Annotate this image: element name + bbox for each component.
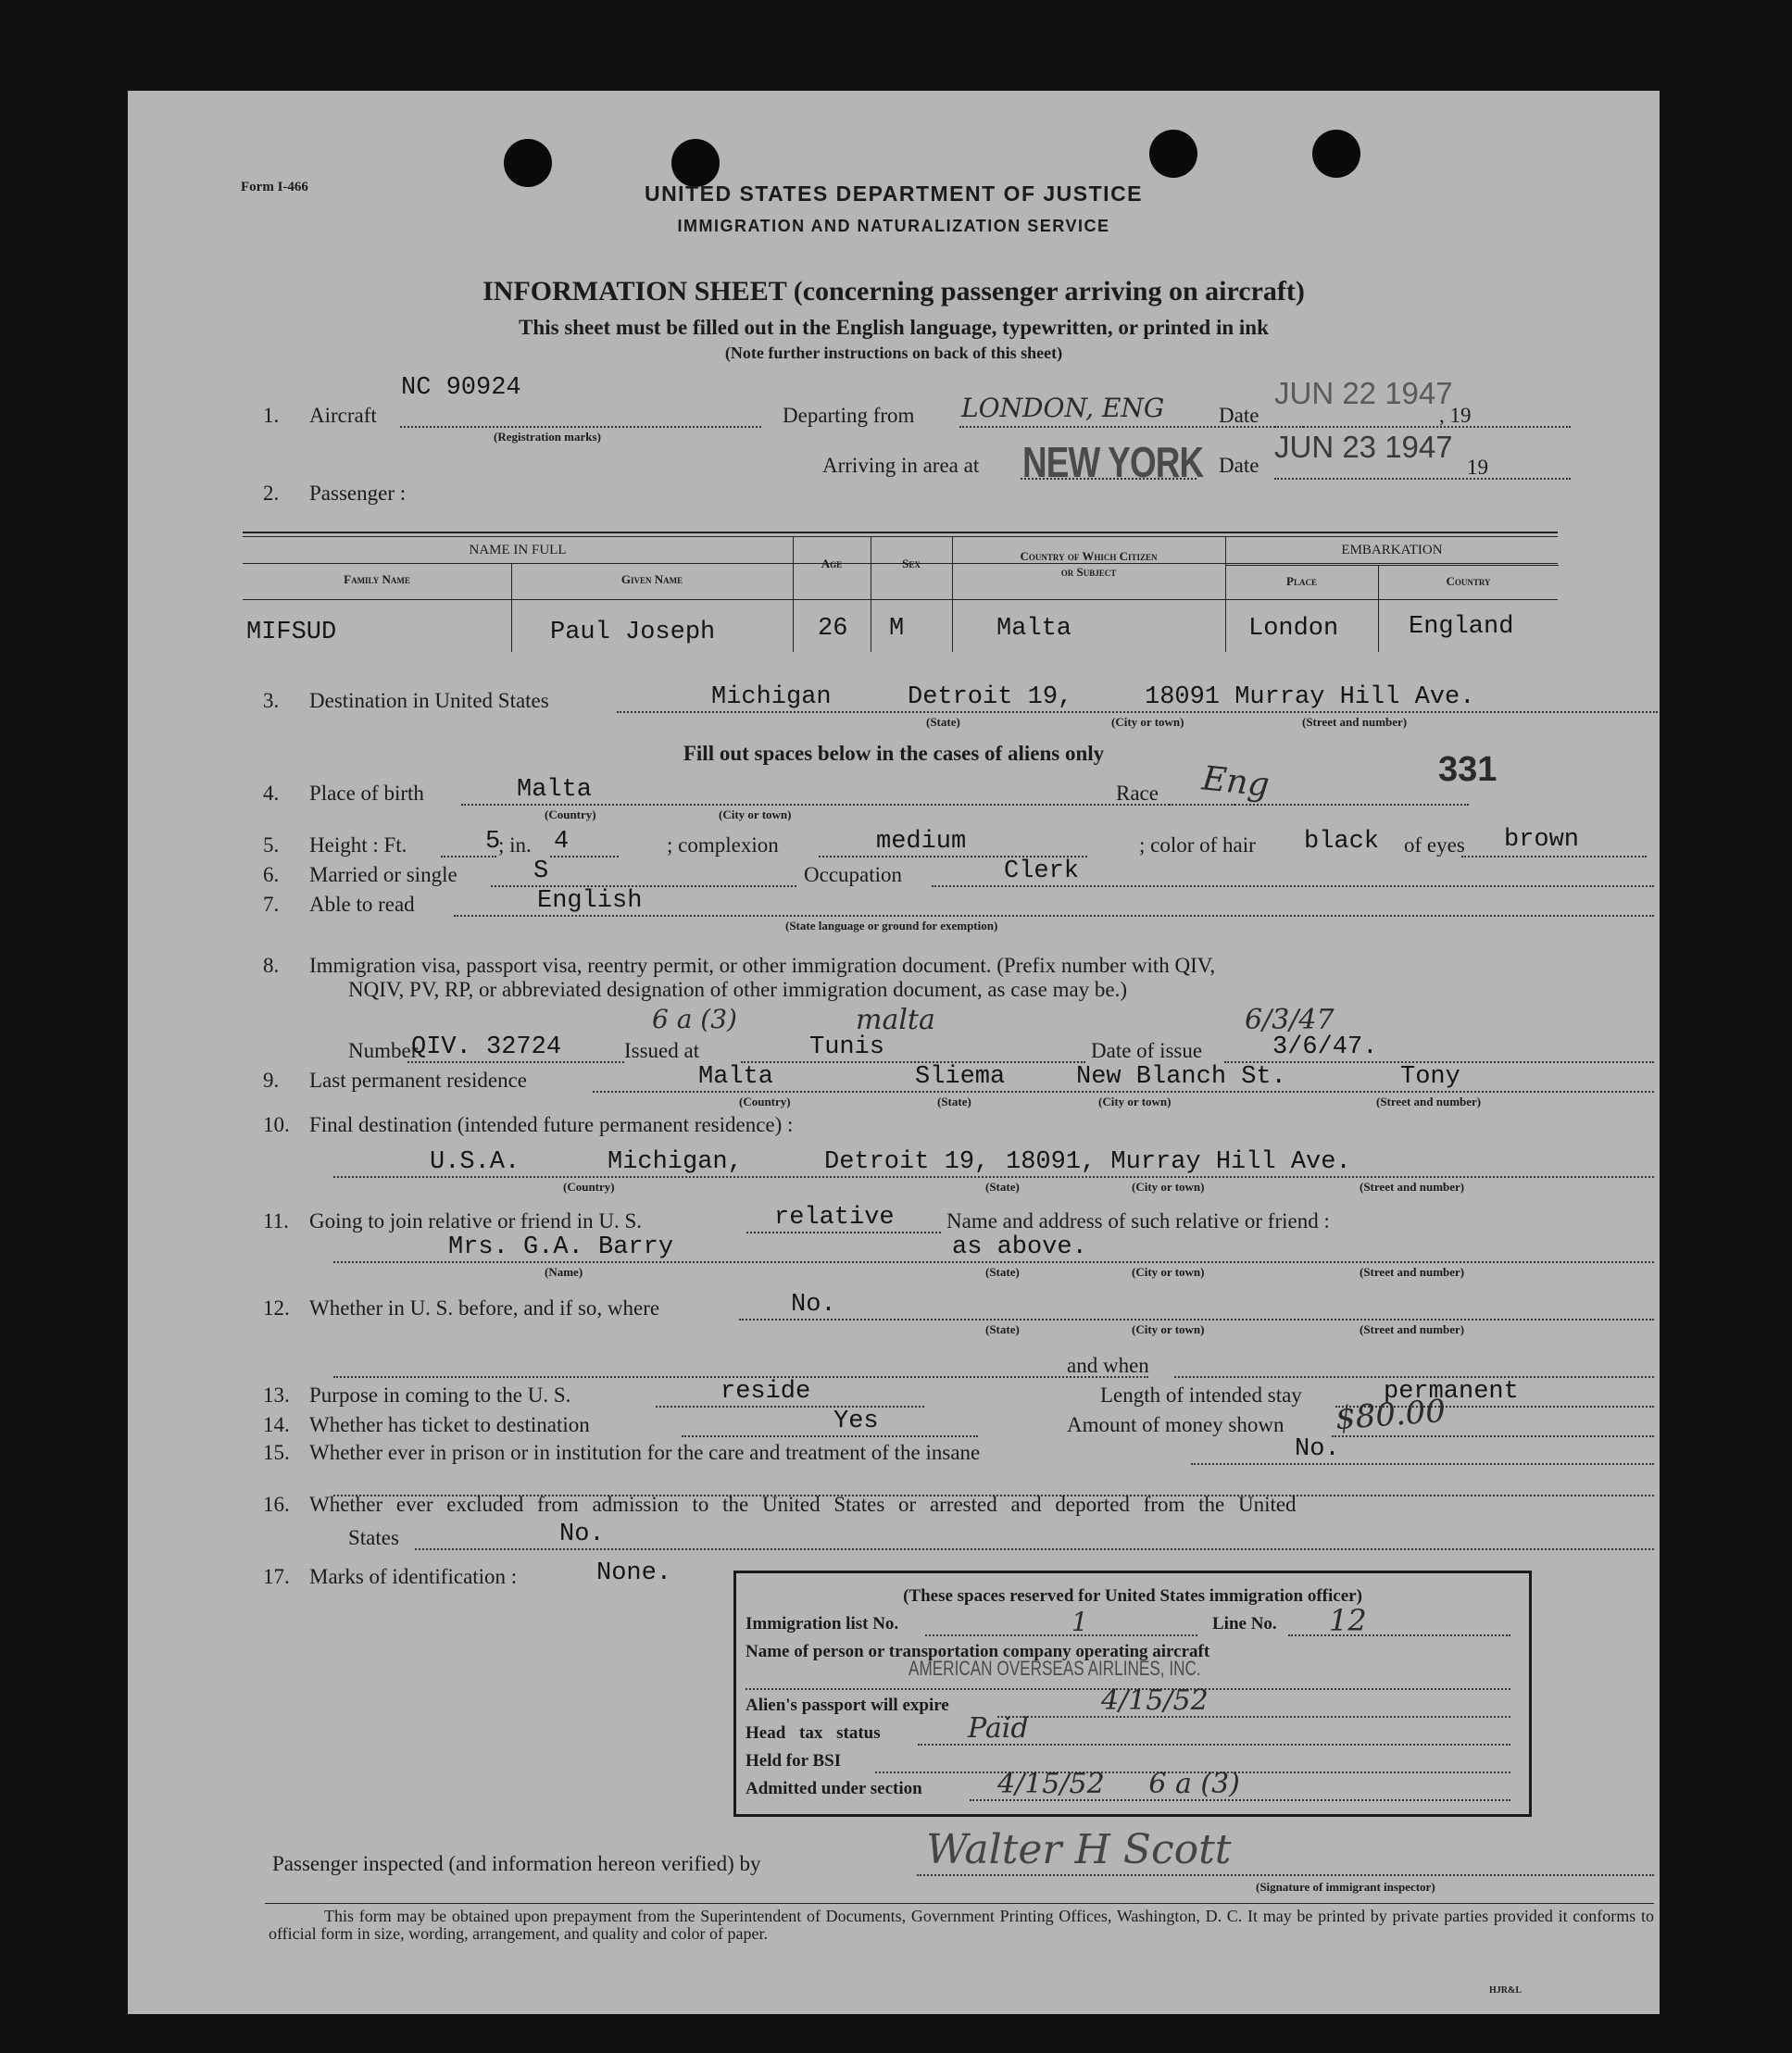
line-no-value: 12 — [1329, 1603, 1367, 1638]
item-number: 5. — [263, 833, 280, 857]
issued-at-value: Tunis — [809, 1033, 885, 1061]
caption-street: (Street and number) — [1376, 1095, 1482, 1108]
join-value: relative — [774, 1204, 895, 1232]
age-value: 26 — [818, 615, 848, 643]
item-number: 17. — [263, 1565, 290, 1588]
date-label: Date — [1219, 454, 1259, 477]
family-name-value: MIFSUD — [246, 619, 337, 646]
date-of-issue-value: 3/6/47. — [1272, 1033, 1378, 1061]
eyes-label: of eyes — [1404, 833, 1465, 857]
before-value: No. — [791, 1291, 836, 1319]
visa-handwritten-date: 6/3/47 — [1245, 1004, 1335, 1036]
stay-value: permanent — [1384, 1378, 1519, 1406]
join-label: Going to join relative or friend in U. S. — [309, 1209, 642, 1233]
ticket-label: Whether has ticket to destination — [309, 1413, 590, 1436]
item-number: 14. — [263, 1413, 290, 1436]
join-address: as above. — [952, 1233, 1087, 1261]
item-number: 12. — [263, 1296, 290, 1320]
race-label: Race — [1116, 782, 1159, 805]
signature-caption: (Signature of immigrant inspector) — [1256, 1880, 1435, 1894]
punch-hole — [671, 139, 720, 187]
caption-state: (State) — [926, 715, 960, 729]
read-label: Able to read — [309, 893, 415, 916]
race-stamp: 331 — [1438, 750, 1498, 789]
header-name-in-full: NAME IN FULL — [469, 543, 567, 557]
departing-from: LONDON, ENG — [961, 393, 1165, 423]
embark-country-value: England — [1409, 613, 1514, 641]
ticket-value: Yes — [833, 1408, 879, 1435]
residence-city: New Blanch St. — [1076, 1063, 1286, 1091]
prison-label: Whether ever in prison or in institution for the care and treatment of the insane — [309, 1441, 981, 1464]
admitted-label: Admitted under section — [746, 1779, 922, 1798]
marks-label: Marks of identification : — [309, 1565, 518, 1588]
final-destination-label: Final destination (intended future permanent residence) : — [309, 1113, 794, 1136]
residence-country: Malta — [698, 1063, 774, 1091]
item-number: 3. — [263, 689, 280, 712]
departure-date-stamp: JUN 22 1947 — [1274, 376, 1453, 410]
page-title: INFORMATION SHEET (concerning passenger arriving on aircraft) — [482, 276, 1305, 307]
destination-label: Destination in United States — [309, 689, 549, 712]
visa-handwritten-section: 6 a (3) — [652, 1004, 737, 1034]
header-family-name: Family Name — [344, 572, 410, 586]
citizen-value: Malta — [996, 615, 1072, 643]
caption-state: (State) — [985, 1265, 1020, 1279]
prison-value: No. — [1295, 1435, 1340, 1463]
complexion-value: medium — [876, 828, 967, 856]
visa-text-line1: Immigration visa, passport visa, reentry permit, or other immigration document. (Prefix number with QIV, — [309, 954, 1216, 977]
complexion-label: ; complexion — [667, 833, 779, 857]
page-subtitle: This sheet must be filled out in the English language, typewritten, or printed in ink — [519, 316, 1269, 339]
footer-text: This form may be obtained upon prepayment from the Superintendent of Documents, Government Printing Offices, Washington, D. C. It may be printed by private parties provided it conforms to official form in size, wording, arrangement, and quality and color of paper. — [269, 1907, 1654, 1943]
immigration-list-label: Immigration list No. — [746, 1614, 899, 1634]
head-tax-value: Paid — [968, 1712, 1029, 1745]
excluded-text-line2: States — [348, 1526, 399, 1549]
date-of-issue-label: Date of issue — [1091, 1039, 1203, 1062]
immigration-list-value: 1 — [1071, 1607, 1088, 1637]
purpose-value: reside — [721, 1378, 811, 1406]
married-value: S — [533, 858, 549, 885]
instructions-note: (Note further instructions on back of this sheet) — [724, 344, 1063, 362]
year-suffix: 19 — [1467, 456, 1488, 479]
destination-city: Detroit 19, — [908, 683, 1073, 711]
money-value: $80.00 — [1334, 1392, 1447, 1438]
caption-state: (State) — [937, 1095, 971, 1108]
year-suffix: , 19 — [1439, 404, 1472, 427]
read-value: English — [537, 887, 643, 915]
punch-hole — [1149, 130, 1197, 178]
final-state: Michigan, — [608, 1148, 743, 1176]
header-embarkation: EMBARKATION — [1341, 543, 1443, 557]
when-label: and when — [1067, 1354, 1149, 1377]
company-stamp: AMERICAN OVERSEAS AIRLINES, INC. — [909, 1657, 1201, 1680]
hair-value: black — [1304, 828, 1380, 856]
visa-handwritten-malta: malta — [856, 1004, 935, 1036]
header-place: Place — [1286, 574, 1317, 588]
arriving-label: Arriving in area at — [822, 454, 980, 477]
item-number: 15. — [263, 1441, 290, 1464]
final-street: 18091, Murray Hill Ave. — [1006, 1148, 1351, 1176]
line-no-label: Line No. — [1212, 1614, 1277, 1634]
sex-value: M — [889, 615, 905, 643]
caption-country: (Country) — [739, 1095, 791, 1108]
aircraft-registration: NC 90924 — [401, 374, 521, 402]
eyes-value: brown — [1504, 826, 1580, 854]
excluded-text-line1: Whether ever excluded from admission to the United States or arrested and deported from the United — [309, 1493, 1297, 1516]
aliens-heading: Fill out spaces below in the cases of aliens only — [683, 742, 1105, 765]
caption-street: (Street and number) — [1302, 715, 1408, 729]
caption-city: (City or town) — [719, 807, 792, 821]
punch-hole — [504, 139, 552, 187]
marks-value: None. — [596, 1559, 672, 1587]
form-number: Form I-466 — [241, 180, 308, 194]
header-country: Country — [1446, 574, 1491, 588]
married-label: Married or single — [309, 863, 457, 886]
verification-label: Passenger inspected (and information hereon verified) by — [272, 1852, 761, 1875]
hair-label: ; color of hair — [1139, 833, 1256, 857]
item-number: 6. — [263, 863, 280, 886]
arrival-date-stamp: JUN 23 1947 — [1274, 430, 1453, 464]
height-ft-value: 5 — [485, 828, 501, 856]
caption-city: (City or town) — [1132, 1180, 1205, 1194]
date-label: Date — [1219, 404, 1259, 427]
visa-number: QIV. 32724 — [411, 1033, 562, 1061]
company-label: Name of person or transportation company operating aircraft — [746, 1642, 1210, 1661]
residence-label: Last permanent residence — [309, 1069, 527, 1092]
header-or-subject: or Subject — [1060, 565, 1117, 579]
visa-text-line2: NQIV, PV, RP, or abbreviated designation of other immigration document, as case may be.) — [348, 978, 1128, 1001]
stay-label: Length of intended stay — [1100, 1383, 1302, 1407]
header-age: Age — [821, 557, 843, 570]
item-number: 8. — [263, 954, 280, 977]
before-label: Whether in U. S. before, and if so, where — [309, 1296, 660, 1320]
arriving-at-stamp: NEW YORK — [1022, 438, 1204, 486]
purpose-label: Purpose in coming to the U. S. — [309, 1383, 571, 1407]
item-number: 7. — [263, 893, 280, 916]
caption-city: (City or town) — [1132, 1265, 1205, 1279]
aircraft-label: Aircraft — [309, 404, 377, 427]
final-country: U.S.A. — [430, 1148, 520, 1176]
item-number: 16. — [263, 1493, 290, 1516]
caption-street: (Street and number) — [1360, 1180, 1465, 1194]
officer-box — [733, 1571, 1532, 1817]
residence-state: Sliema — [915, 1063, 1006, 1091]
join-name-label: Name and address of such relative or friend : — [946, 1209, 1330, 1233]
birth-country: Malta — [517, 776, 593, 804]
officer-box-heading: (These spaces reserved for United States immigration officer) — [903, 1586, 1362, 1606]
caption-country: (Country) — [563, 1180, 615, 1194]
occupation-value: Clerk — [1004, 858, 1080, 885]
held-bsi-label: Held for BSI — [746, 1751, 842, 1771]
punch-hole — [1312, 130, 1360, 178]
header-sex: Sex — [902, 557, 921, 570]
printer-mark: HJR&L — [1489, 1985, 1522, 1996]
passenger-label: Passenger : — [309, 482, 407, 505]
item-number: 13. — [263, 1383, 290, 1407]
caption-street: (Street and number) — [1360, 1322, 1465, 1336]
header-country-citizen: Country of Which Citizen — [1020, 549, 1158, 563]
height-in-label: ; in. — [498, 833, 532, 857]
given-name-value: Paul Joseph — [550, 619, 716, 646]
height-ft-label: Height : Ft. — [309, 833, 407, 857]
passport-expire-value: 4/15/52 — [1101, 1684, 1209, 1717]
inspector-signature: Walter H Scott — [926, 1826, 1232, 1873]
height-in-value: 4 — [554, 828, 570, 856]
form-sheet — [128, 91, 1660, 2014]
read-caption: (State language or ground for exemption) — [785, 919, 998, 933]
embark-place-value: London — [1248, 615, 1339, 643]
residence-street: Tony — [1400, 1063, 1460, 1091]
service-name: IMMIGRATION AND NATURALIZATION SERVICE — [677, 217, 1110, 235]
item-number: 9. — [263, 1069, 280, 1092]
join-name: Mrs. G.A. Barry — [448, 1233, 674, 1261]
item-number: 10. — [263, 1113, 290, 1136]
department-name: UNITED STATES DEPARTMENT OF JUSTICE — [644, 182, 1144, 206]
caption-state: (State) — [985, 1322, 1020, 1336]
item-number: 1. — [263, 404, 280, 427]
birth-label: Place of birth — [309, 782, 424, 805]
caption-name: (Name) — [545, 1265, 583, 1279]
final-city: Detroit 19, — [824, 1148, 990, 1176]
issued-at-label: Issued at — [624, 1039, 700, 1062]
passport-expire-label: Alien's passport will expire — [746, 1696, 949, 1715]
occupation-label: Occupation — [804, 863, 903, 886]
visa-number-label: Number — [348, 1039, 419, 1062]
registration-caption: (Registration marks) — [494, 430, 601, 444]
header-given-name: Given Name — [620, 572, 683, 586]
item-number: 2. — [263, 482, 280, 505]
caption-country: (Country) — [545, 807, 596, 821]
caption-street: (Street and number) — [1360, 1265, 1465, 1279]
destination-state: Michigan — [711, 683, 832, 711]
destination-street: 18091 Murray Hill Ave. — [1145, 683, 1475, 711]
caption-city: (City or town) — [1098, 1095, 1172, 1108]
caption-city: (City or town) — [1111, 715, 1184, 729]
admitted-value: 4/15/52 6 a (3) — [997, 1768, 1240, 1800]
item-number: 11. — [263, 1209, 289, 1233]
caption-state: (State) — [985, 1180, 1020, 1194]
item-number: 4. — [263, 782, 280, 805]
caption-city: (City or town) — [1132, 1322, 1205, 1336]
departing-label: Departing from — [783, 404, 915, 427]
excluded-value: No. — [559, 1521, 605, 1548]
head-tax-label: Head tax status — [746, 1723, 881, 1743]
money-label: Amount of money shown — [1067, 1413, 1284, 1436]
race-handwritten: Eng — [1200, 759, 1272, 805]
